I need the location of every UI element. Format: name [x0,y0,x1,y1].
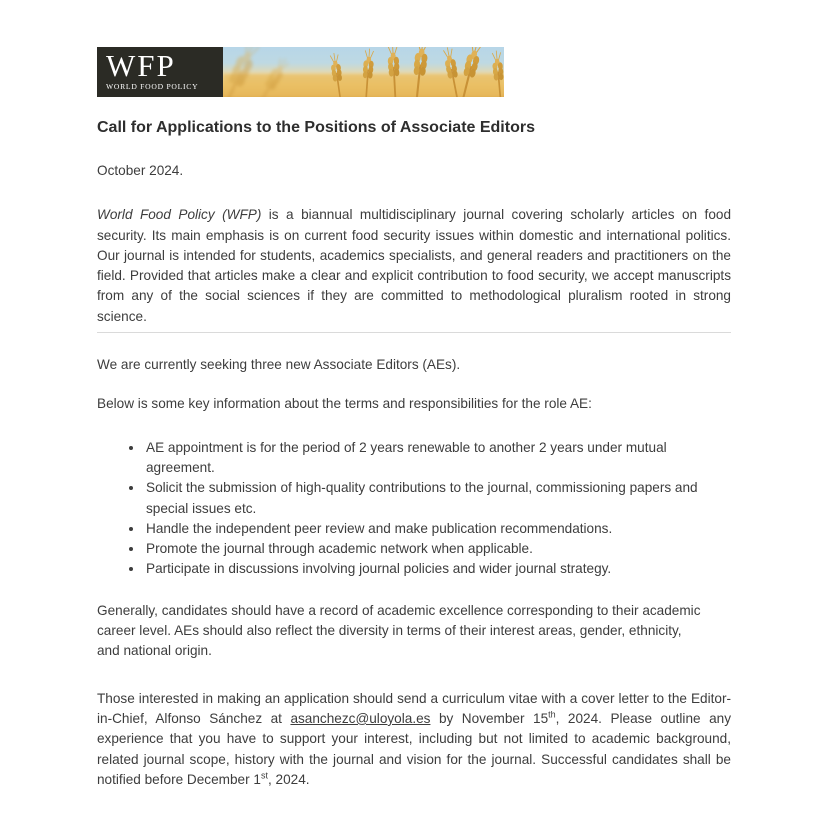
candidate-criteria-paragraph: Generally, candidates should have a record of academic excellence corresponding to their academic career level. AEs should also reflect the diversity in terms of their interest areas, gender, ethnicity, and national origin. [97,602,701,659]
role-info-intro: Below is some key information about the terms and responsibilities for the role AE: [97,396,592,412]
superscript-th: th [548,709,556,720]
responsibilities-list [97,438,731,580]
bullet-item: • Participate in discussions involving journal policies and wider journal strategy. [144,559,731,579]
wfp-logo-acronym: WFP [106,48,176,83]
closing-text-before-email: Those interested in making an application should send a curriculum vitae with a cover letter to the Editor-in-Chief, Alfonso Sánchez at [97,690,731,726]
bullet-item: • Handle the independent peer review and make publication recommendations. [144,519,731,539]
intro-paragraph-text: is a biannual multidisciplinary journal covering scholarly articles on food security. Its main emphasis is on current food security issues within domestic and international politics. Our journal is intended for students, academics specialists, and general readers and practitioners on the field. Provided that articles make a clear and explicit contribution to food security, we accept manuscripts from any of the social sciences if they are committed to methodological pluralism rooted in strong science. [97,207,731,324]
wfp-logo-name: WORLD FOOD POLICY [106,82,199,91]
journal-name-italic: World Food Policy (WFP) [97,207,262,223]
intro-paragraph [97,205,731,333]
closing-text-end: , 2024. [268,771,310,787]
application-instructions-paragraph [97,689,731,790]
wfp-logo [97,47,223,97]
date-line: October 2024. [97,163,184,178]
email-link[interactable]: asanchezc@uloyola.es [290,710,431,726]
closing-text-mid: , 2024. Please outline any experience that you have to support your interest, including but not limited to academic background, related journal scope, history with the journal and vision for the journal. Successful candidates shall be notified before December 1 [97,710,731,787]
bullet-item: • Solicit the submission of high-quality contributions to the journal, commissioning papers and special issues etc. [144,478,731,519]
superscript-st: st [260,770,268,781]
wheat-field-photo [223,47,504,97]
bullet-item: • AE appointment is for the period of 2 years renewable to another 2 years under mutual agreement. [144,438,731,479]
seeking-line: We are currently seeking three new Associate Editors (AEs). [97,357,461,373]
bullet-item: • Promote the journal through academic network when applicable. [144,539,731,559]
closing-text-after-email: by November 15 [430,710,549,726]
journal-banner [97,47,504,97]
page-title: Call for Applications to the Positions of Associate Editors [97,119,535,136]
